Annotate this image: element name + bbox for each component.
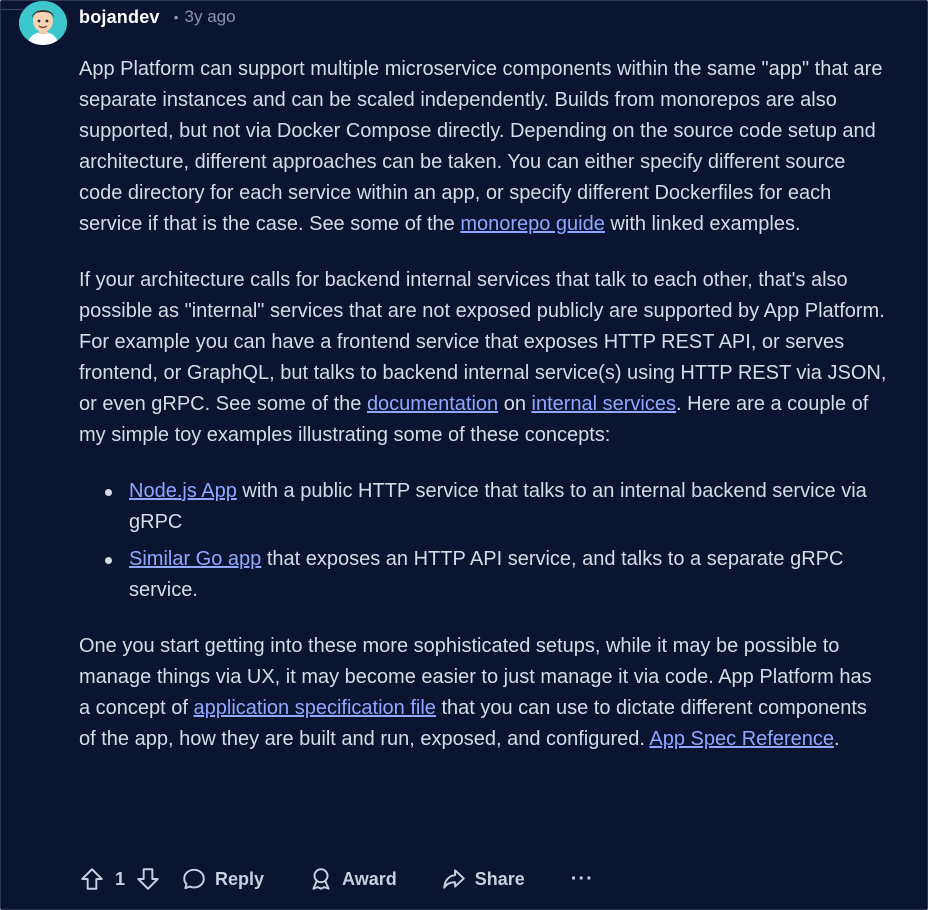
list-item-text: with a public HTTP service that talks to an internal backend service via gRPC bbox=[129, 480, 867, 533]
share-label: Share bbox=[474, 868, 525, 889]
avatar[interactable] bbox=[19, 1, 67, 45]
award-button[interactable] bbox=[308, 866, 397, 892]
monorepo-guide-link[interactable]: monorepo guide bbox=[460, 213, 605, 235]
timestamp[interactable]: 3y ago bbox=[184, 7, 236, 26]
paragraph-1 bbox=[79, 54, 887, 240]
thread-line bbox=[1, 9, 23, 10]
paragraph-text: with linked examples. bbox=[604, 213, 801, 235]
go-app-link[interactable]: Similar Go app bbox=[129, 548, 262, 570]
downvote-icon[interactable] bbox=[135, 866, 161, 892]
list-item bbox=[79, 476, 887, 538]
reply-button[interactable] bbox=[181, 866, 264, 892]
paragraph-text: . Here are a couple of my simple toy examples illustrating some of these concepts: bbox=[79, 393, 869, 446]
examples-list bbox=[79, 476, 887, 606]
comment-body bbox=[79, 54, 887, 780]
list-item bbox=[79, 544, 887, 606]
avatar-image bbox=[19, 1, 67, 45]
paragraph-text: If your architecture calls for backend internal services that talk to each other, that's also possible as "internal" services that are not exposed publicly are supported by App Platform. For example you can have a frontend service that exposes HTTP REST API, or serves frontend, or GraphQL, but talks to backend internal service(s) using HTTP REST via JSON, or even gRPC. See some of the bbox=[79, 269, 887, 415]
award-label: Award bbox=[342, 868, 397, 889]
more-options-button[interactable]: ··· bbox=[570, 867, 594, 890]
comment-header bbox=[79, 6, 236, 28]
paragraph-text: that you can use to dictate different components of the app, how they are built and run, exposed, and configured. bbox=[79, 697, 867, 750]
vote-count: 1 bbox=[115, 868, 126, 889]
meta-separator: • bbox=[173, 9, 179, 25]
paragraph-3 bbox=[79, 631, 887, 755]
upvote-icon[interactable] bbox=[79, 866, 105, 892]
share-icon bbox=[441, 866, 467, 892]
paragraph-text: on bbox=[498, 393, 532, 415]
share-button[interactable] bbox=[441, 866, 525, 892]
paragraph-text: App Platform can support multiple microservice components within the same "app" that are separate instances and can be scaled independently. Builds from monorepos are also supported, but not via Docker Compose directly. Depending on the source code setup and architecture, different approaches can be taken. You can either specify different source code directory for each service within an app, or specify different Dockerfiles for each service if that is the case. See some of the bbox=[79, 58, 883, 235]
paragraph-text: . bbox=[833, 728, 840, 750]
award-icon bbox=[308, 866, 334, 892]
list-item-text: that exposes an HTTP API service, and talks to a separate gRPC service. bbox=[129, 548, 844, 601]
app-spec-file-link[interactable]: application specification file bbox=[193, 697, 436, 719]
action-bar bbox=[79, 863, 594, 895]
app-spec-reference-link[interactable]: App Spec Reference bbox=[649, 728, 834, 750]
paragraph-text: One you start getting into these more sophisticated setups, while it may be possible to manage things via UX, it may become easier to just manage it via code. App Platform has a concept of bbox=[79, 635, 872, 719]
reply-label: Reply bbox=[215, 868, 265, 889]
username-link[interactable]: bojandev bbox=[79, 6, 160, 27]
documentation-link[interactable]: documentation bbox=[366, 393, 499, 415]
paragraph-2 bbox=[79, 265, 887, 451]
internal-services-link[interactable]: internal services bbox=[531, 393, 677, 415]
nodejs-app-link[interactable]: Node.js App bbox=[129, 480, 237, 502]
reply-icon bbox=[181, 866, 207, 892]
